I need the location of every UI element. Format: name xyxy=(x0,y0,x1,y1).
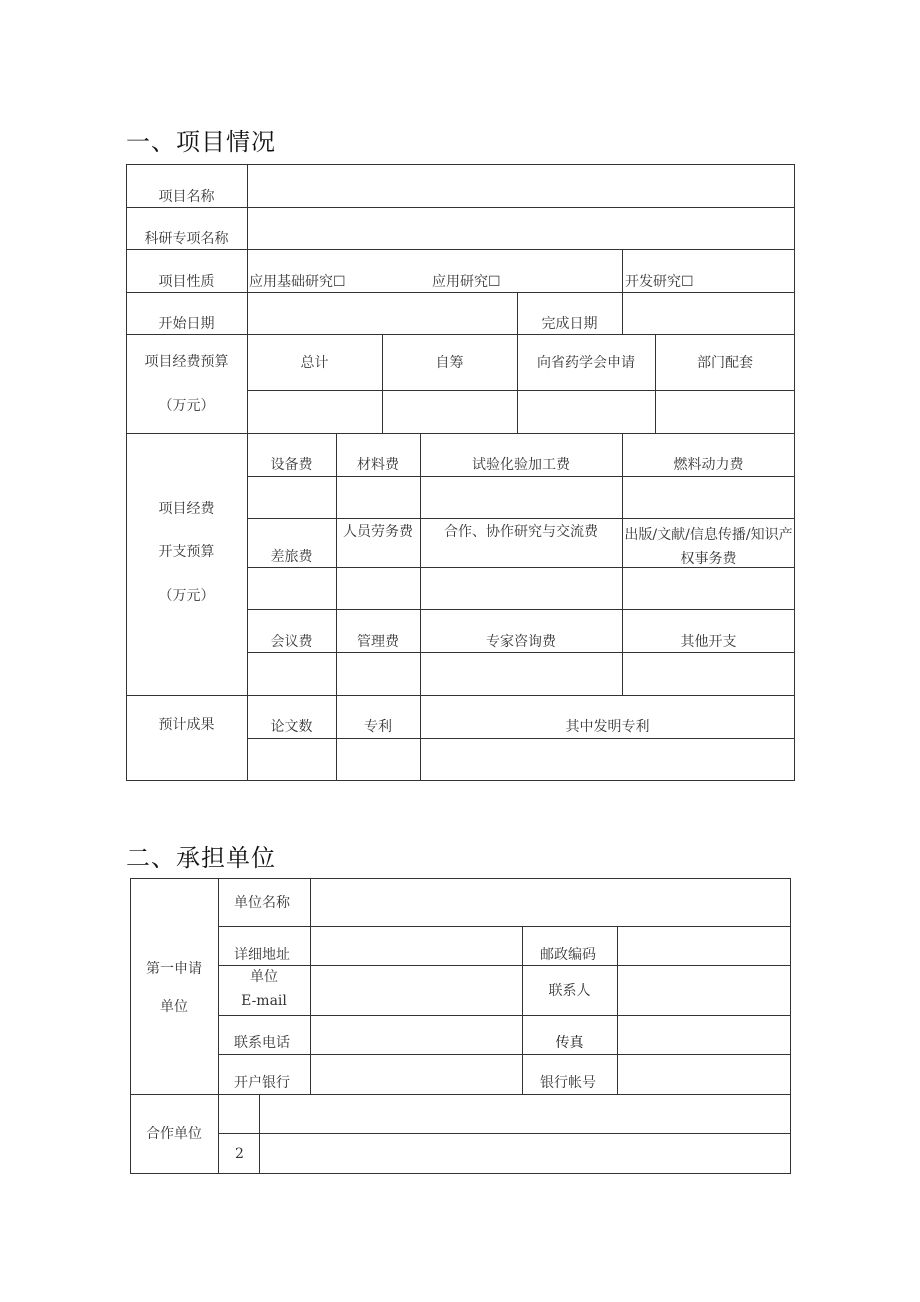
budget-self-header: 自筹 xyxy=(435,355,464,371)
expense-unit-label: （万元） xyxy=(158,588,215,604)
coop-row-number: 2 xyxy=(235,1146,244,1162)
column-divider xyxy=(218,878,219,1174)
management-fee-label: 管理费 xyxy=(357,634,399,650)
first-unit-label-2: 单位 xyxy=(160,999,188,1015)
email-input[interactable] xyxy=(311,966,521,1014)
project-name-input[interactable] xyxy=(248,165,794,206)
fax-input[interactable] xyxy=(618,1016,790,1053)
budget-total-header: 总计 xyxy=(300,355,329,371)
first-unit-label: 第一申请 xyxy=(146,961,202,977)
nature-label: 项目性质 xyxy=(158,274,215,290)
postcode-label: 邮政编码 xyxy=(540,947,596,963)
row-divider xyxy=(247,518,795,519)
nature-option-applied-basic-checkbox[interactable]: 应用基础研究☐ xyxy=(249,274,346,290)
postcode-input[interactable] xyxy=(618,927,790,964)
row-divider xyxy=(247,390,795,391)
account-label: 银行帐号 xyxy=(540,1075,596,1091)
contact-label: 联系人 xyxy=(548,983,591,999)
budget-unit-label: （万元） xyxy=(158,398,215,414)
row-divider xyxy=(247,738,795,739)
coop-unit-1-input[interactable] xyxy=(260,1095,790,1132)
nature-option-applied-checkbox[interactable]: 应用研究☐ xyxy=(432,274,501,290)
budget-dept-header: 部门配套 xyxy=(697,355,753,371)
address-input[interactable] xyxy=(311,927,521,964)
column-divider xyxy=(655,334,656,433)
expert-fee-label: 专家咨询费 xyxy=(486,634,556,650)
patents-label: 专利 xyxy=(364,719,392,735)
testing-fee-label: 试验化验加工费 xyxy=(472,457,570,473)
budget-apply-header: 向省药学会申请 xyxy=(537,355,635,371)
row-divider xyxy=(126,249,795,250)
section1-title: 一、项目情况 xyxy=(126,128,276,156)
special-item-label: 科研专项名称 xyxy=(144,231,229,247)
row-divider xyxy=(247,476,795,477)
meeting-fee-label: 会议费 xyxy=(270,634,313,650)
special-item-input[interactable] xyxy=(248,208,794,248)
row-divider xyxy=(247,609,795,610)
email-label-2: E-mail xyxy=(241,993,287,1009)
contact-input[interactable] xyxy=(618,966,790,1014)
bank-input[interactable] xyxy=(311,1055,521,1093)
section2-title: 二、承担单位 xyxy=(126,844,276,872)
end-date-label: 完成日期 xyxy=(541,316,598,332)
cooperation-fee-label: 合作、协作研究与交流费 xyxy=(444,524,598,540)
fuel-fee-label: 燃料动力费 xyxy=(673,457,744,473)
phone-input[interactable] xyxy=(311,1016,521,1053)
start-date-label: 开始日期 xyxy=(158,316,215,332)
start-date-input[interactable] xyxy=(248,293,516,333)
project-name-label: 项目名称 xyxy=(158,189,215,205)
row-divider xyxy=(126,433,795,434)
fax-label: 传真 xyxy=(555,1035,584,1051)
unit-name-input[interactable] xyxy=(311,879,790,925)
bank-label: 开户银行 xyxy=(234,1075,290,1091)
column-divider xyxy=(382,334,383,433)
labor-fee-label: 人员劳务费 xyxy=(343,524,413,540)
other-fee-label: 其他开支 xyxy=(680,634,737,650)
papers-label: 论文数 xyxy=(270,719,313,735)
unit-name-label: 单位名称 xyxy=(234,895,290,911)
expense-label: 项目经费 xyxy=(158,501,215,517)
phone-label: 联系电话 xyxy=(234,1035,290,1051)
invention-patents-label: 其中发明专利 xyxy=(565,719,650,735)
column-divider xyxy=(517,334,518,433)
row-divider xyxy=(126,695,795,696)
email-label: 单位 xyxy=(250,969,278,985)
publication-fee-label: 出版/文献/信息传播/知识产权事务费 xyxy=(624,527,793,567)
column-divider xyxy=(522,926,523,1094)
address-label: 详细地址 xyxy=(234,947,290,963)
account-input[interactable] xyxy=(618,1055,790,1093)
expense-label-2: 开支预算 xyxy=(158,544,215,560)
coop-unit-label: 合作单位 xyxy=(146,1126,202,1142)
equipment-fee-label: 设备费 xyxy=(270,457,313,473)
end-date-input[interactable] xyxy=(623,293,794,333)
material-fee-label: 材料费 xyxy=(357,457,399,473)
travel-fee-label: 差旅费 xyxy=(270,549,313,565)
outcome-label: 预计成果 xyxy=(158,717,215,733)
row-divider xyxy=(247,652,795,653)
coop-unit-2-input[interactable] xyxy=(260,1134,790,1173)
nature-option-development-checkbox[interactable]: 开发研究☐ xyxy=(625,274,694,290)
budget-label: 项目经费预算 xyxy=(144,354,229,370)
row-divider xyxy=(126,334,795,335)
